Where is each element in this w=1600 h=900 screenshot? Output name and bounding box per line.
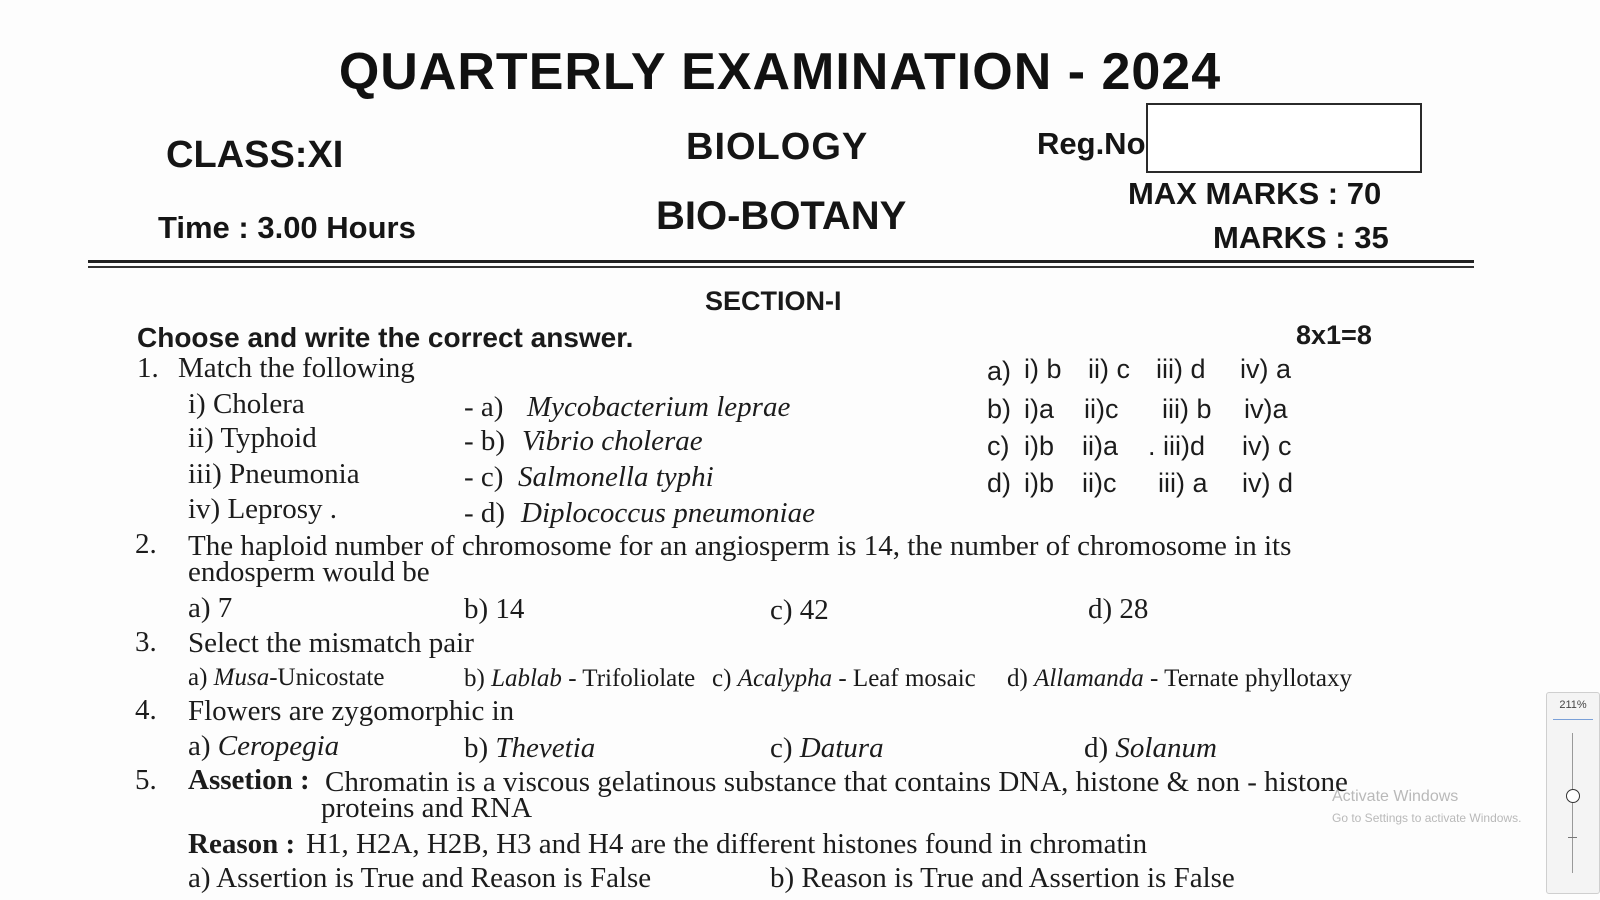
q1-answer-cell: i)b <box>1024 431 1055 461</box>
header-rule <box>88 260 1474 263</box>
q3-text: Select the mismatch pair <box>188 627 474 659</box>
q1-answer-cell: iii) a <box>1158 468 1208 498</box>
time-label: Time : 3.00 Hours <box>158 210 416 245</box>
q3-option-italic: Allamanda <box>1034 665 1144 692</box>
q1-answer-cell: ii)c <box>1082 468 1117 498</box>
q1-left-item: iv) Leprosy . <box>188 493 337 525</box>
q4-option-prefix: c) <box>770 732 793 764</box>
q3-option-prefix: b) <box>464 665 485 692</box>
q1-number: 1. <box>137 352 159 384</box>
q1-answer-cell: ii) c <box>1088 354 1130 384</box>
q5-assertion-line2: proteins and RNA <box>321 792 533 824</box>
q5-reason-label: Reason : <box>188 828 296 860</box>
q1-answer-cell: . iii)d <box>1148 431 1206 461</box>
zoom-divider <box>1553 719 1593 720</box>
q4-option-prefix: d) <box>1084 732 1109 764</box>
q4-text: Flowers are zygomorphic in <box>188 695 515 727</box>
q1-left-item: i) Cholera <box>188 388 305 420</box>
zoom-level: 211% <box>1559 699 1587 711</box>
q4-option-italic: Solanum <box>1115 732 1217 764</box>
q1-right-prefix: - d) <box>464 497 506 529</box>
q3-option-rest: - Trifoliolate <box>561 665 696 692</box>
exam-title: QUARTERLY EXAMINATION - 2024 <box>338 43 1222 101</box>
zoom-slider[interactable] <box>1546 692 1600 894</box>
q3-option-prefix: d) <box>1007 665 1028 692</box>
q3-number: 3. <box>135 626 157 658</box>
q2-option: a) 7 <box>188 592 233 624</box>
section-instruction: Choose and write the correct answer. <box>137 322 634 353</box>
q2-option: c) 42 <box>770 594 829 626</box>
q3-option-a <box>188 664 384 692</box>
q2-text-line2: endosperm would be <box>188 556 430 588</box>
q1-answer-cell: ii)a <box>1082 431 1119 461</box>
q1-answer-cell: iii) d <box>1156 354 1206 384</box>
marks: MARKS : 35 <box>1213 220 1389 255</box>
q4-option-d <box>1084 732 1217 765</box>
activate-windows-watermark: Activate Windows <box>1332 788 1459 805</box>
q4-option-prefix: b) <box>464 732 489 764</box>
zoom-track[interactable] <box>1572 733 1573 873</box>
q5-option: a) Assertion is True and Reason is False <box>188 862 652 894</box>
zoom-thumb[interactable] <box>1566 789 1580 803</box>
q3-option-rest: -Unicostate <box>269 664 385 691</box>
q1-answer-cell: iv) a <box>1240 354 1292 384</box>
q1-answer-label: a) <box>987 356 1012 386</box>
header-rule-2 <box>88 266 1474 268</box>
max-marks: MAX MARKS : 70 <box>1128 176 1382 211</box>
q1-text: Match the following <box>178 352 415 384</box>
q2-number: 2. <box>135 528 157 560</box>
q3-option-rest: - Leaf mosaic <box>832 665 976 692</box>
reg-no-label: Reg.No <box>1037 126 1146 161</box>
q4-option-b <box>464 732 595 765</box>
q1-right-item: Vibrio cholerae <box>522 425 703 457</box>
q1-answer-cell: i) b <box>1024 354 1062 384</box>
q1-answer-cell: ii)c <box>1084 394 1119 424</box>
q2-option: b) 14 <box>464 593 525 625</box>
q3-option-italic: Lablab <box>491 665 562 692</box>
q4-option-a <box>188 730 339 763</box>
q4-number: 4. <box>135 694 157 726</box>
q1-right-prefix: - c) <box>464 461 504 493</box>
q1-answer-cell: iv) d <box>1242 468 1294 498</box>
q1-right-prefix: - b) <box>464 425 506 457</box>
zoom-tick <box>1568 837 1577 838</box>
q3-option-prefix: a) <box>188 664 208 691</box>
paper-title: BIO-BOTANY <box>656 194 907 238</box>
subject-title: BIOLOGY <box>686 126 869 168</box>
q3-option-prefix: c) <box>712 665 732 692</box>
section-title: SECTION-I <box>705 286 842 316</box>
class-label: CLASS:XI <box>166 134 344 176</box>
q1-answer-label: d) <box>987 468 1012 498</box>
q1-answer-cell: iii) b <box>1162 394 1212 424</box>
q1-right-prefix: - a) <box>464 391 504 423</box>
q5-option: b) Reason is True and Assertion is False <box>770 862 1235 894</box>
q5-reason-text: H1, H2A, H2B, H3 and H4 are the different histones found in chromatin <box>306 828 1148 860</box>
q3-option-italic: Acalypha <box>737 665 833 692</box>
q4-option-italic: Datura <box>799 732 884 764</box>
q3-option-b <box>464 665 695 693</box>
q1-answer-cell: iv)a <box>1244 394 1288 424</box>
q2-option: d) 28 <box>1088 593 1149 625</box>
q5-assertion-label: Assetion : <box>188 764 310 796</box>
q3-option-rest: - Ternate phyllotaxy <box>1143 665 1352 692</box>
q3-option-c <box>712 665 976 693</box>
q1-answer-cell: iv) c <box>1242 431 1292 461</box>
activate-windows-subtext: Go to Settings to activate Windows. <box>1332 811 1522 825</box>
q1-answer-cell: i)b <box>1024 468 1055 498</box>
q4-option-prefix: a) <box>188 730 211 762</box>
q5-number: 5. <box>135 764 157 796</box>
q1-answer-label: b) <box>987 394 1012 424</box>
q5-assertion-line1: Chromatin is a viscous gelatinous substance that contains DNA, histone & non - histone <box>325 766 1348 798</box>
q4-option-italic: Thevetia <box>495 732 596 764</box>
reg-no-box[interactable] <box>1146 103 1422 173</box>
q1-right-item: Salmonella typhi <box>518 461 714 493</box>
q1-answer-label: c) <box>987 431 1010 461</box>
q1-left-item: iii) Pneumonia <box>188 458 360 490</box>
q1-right-item: Mycobacterium leprae <box>527 391 791 423</box>
q3-option-d <box>1007 665 1352 693</box>
q4-option-c <box>770 732 884 765</box>
q1-left-item: ii) Typhoid <box>188 422 317 454</box>
q1-right-item: Diplococcus pneumoniae <box>521 497 815 529</box>
q3-option-italic: Musa <box>213 664 270 691</box>
q1-answer-cell: i)a <box>1024 394 1055 424</box>
marks-scheme: 8x1=8 <box>1296 320 1372 350</box>
q2-text-line1: The haploid number of chromosome for an angiosperm is 14, the number of chromosome in its <box>188 530 1292 562</box>
q4-option-italic: Ceropegia <box>217 730 340 762</box>
